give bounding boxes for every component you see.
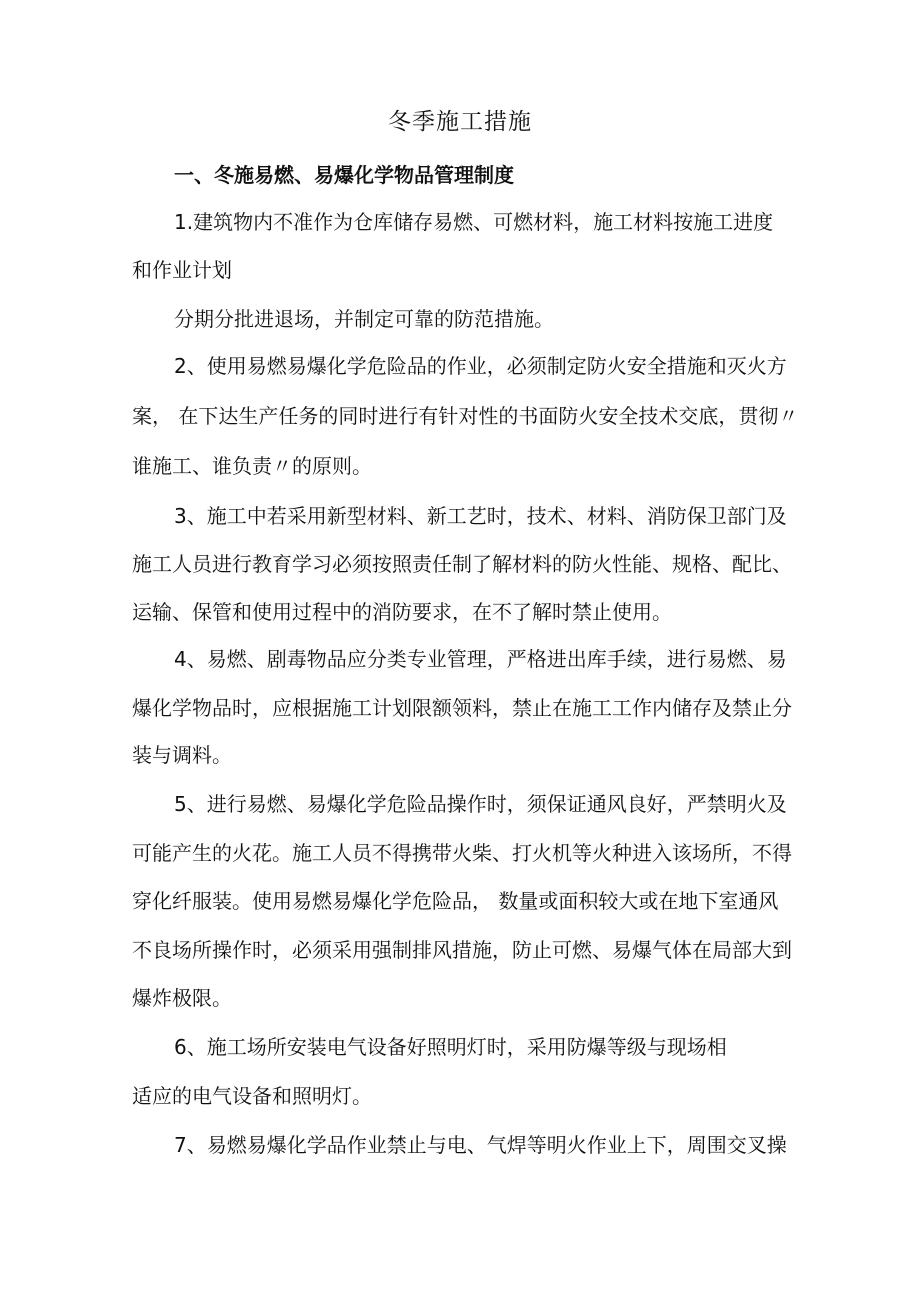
- text-line: 适应的电气设备和照明灯。: [132, 1084, 372, 1108]
- text-line: 和作业计划: [132, 258, 232, 282]
- text-line: 穿化纤服装。使用易燃易爆化学危险品， 数量或面积较大或在地下室通风: [132, 889, 779, 913]
- text-line: 施工人员进行教育学习必须按照责任制了解材料的防火性能、规格、配比、: [132, 552, 792, 576]
- text-line: 4、易燃、剧毒物品应分类专业管理，严格进出库手续，进行易燃、易: [174, 647, 787, 671]
- text-line: 爆化学物品时，应根据施工计划限额领料，禁止在施工工作内储存及禁止分: [132, 696, 792, 720]
- text-line: 案， 在下达生产任务的同时进行有针对性的书面防火安全技术交底，贯彻〃: [132, 404, 799, 428]
- text-line: 3、施工中若采用新型材料、新工艺时，技术、材料、消防保卫部门及: [174, 504, 787, 528]
- text-line: 分期分批进退场，并制定可靠的防范措施。: [174, 307, 554, 331]
- section-heading: 一、冬施易燃、易爆化学物品管理制度: [174, 163, 514, 187]
- text-line: 爆炸极限。: [132, 986, 232, 1010]
- text-line: 5、进行易燃、易爆化学危险品操作时，须保证通风良好，严禁明火及: [174, 792, 787, 816]
- text-line: 运输、保管和使用过程中的消防要求，在不了解时禁止使用。: [132, 600, 672, 624]
- text-line: 6、施工场所安装电气设备好照明灯时，采用防爆等级与现场相: [174, 1035, 727, 1059]
- document-title: 冬季施工措施: [388, 109, 532, 135]
- text-line: 装与调料。: [132, 743, 232, 767]
- text-line: 2、使用易燃易爆化学危险品的作业，必须制定防火安全措施和灭火方: [174, 354, 787, 378]
- text-line: 可能产生的火花。施工人员不得携带火柴、打火机等火种进入该场所，不得: [132, 841, 792, 865]
- text-line: 1.建筑物内不准作为仓库储存易燃、可燃材料，施工材料按施工进度: [174, 210, 774, 234]
- text-line: 不良场所操作时，必须采用强制排风措施，防止可燃、易爆气体在局部大到: [132, 938, 792, 962]
- text-line: 谁施工、谁负责〃的原则。: [132, 454, 372, 478]
- text-line: 7、易燃易爆化学品作业禁止与电、气焊等明火作业上下，周围交叉操: [174, 1133, 787, 1157]
